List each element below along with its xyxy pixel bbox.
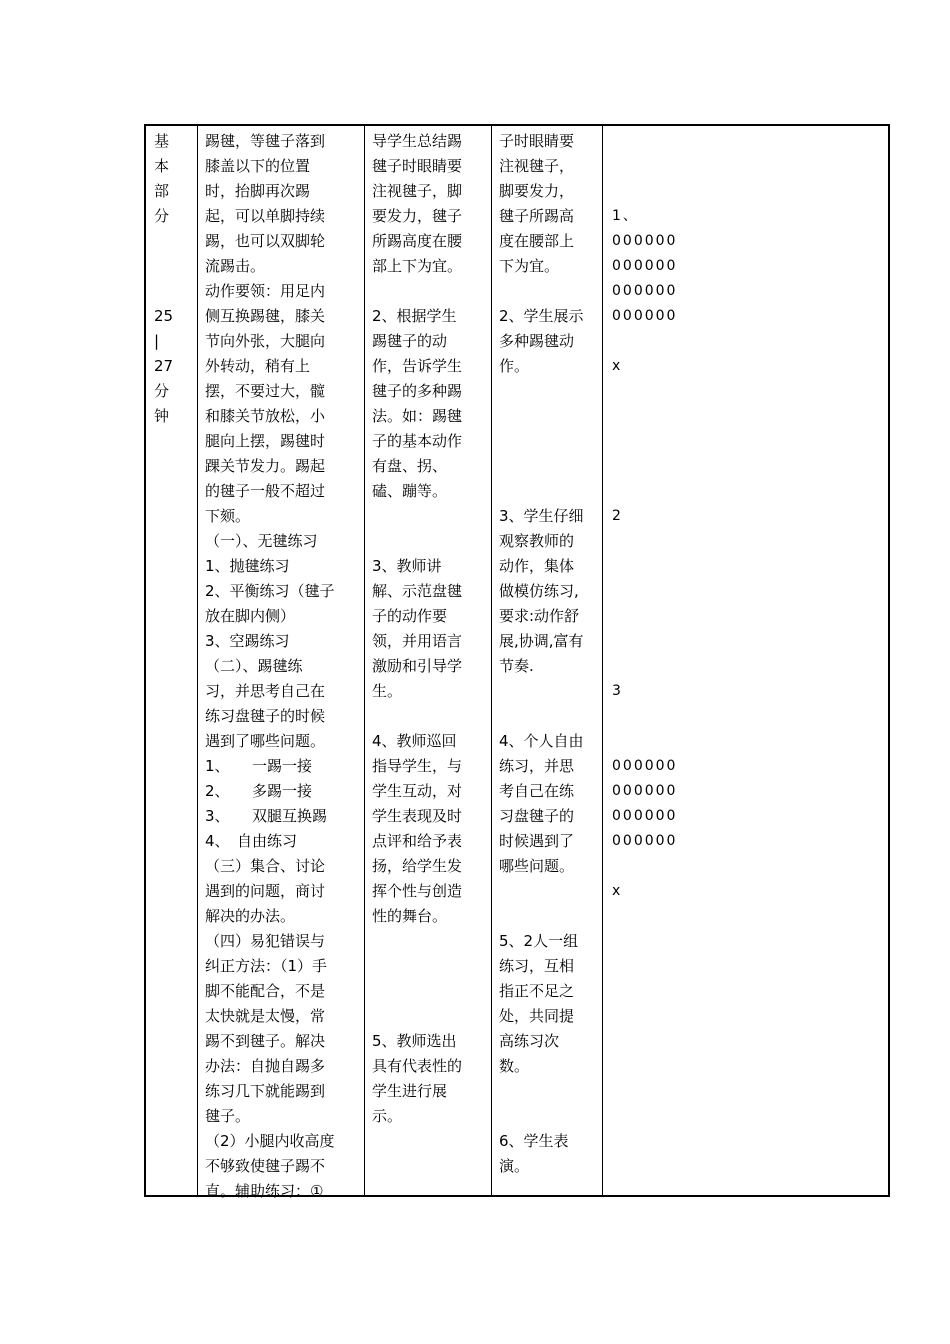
- text-line: [499, 904, 595, 929]
- text-line: 多种踢毽动: [499, 332, 575, 350]
- text-line: [612, 729, 882, 754]
- text-line: [612, 579, 882, 604]
- text-line: 数。: [499, 1057, 530, 1075]
- text-line: [612, 454, 882, 479]
- text-line: 学生互动，对: [372, 782, 463, 800]
- text-line: 点评和给予表: [372, 832, 463, 850]
- text-line: 法。如：踢毽: [372, 407, 463, 425]
- text-line: 动作要领：用足内: [205, 282, 326, 300]
- text-line: 办法：自抛自踢多: [205, 1057, 326, 1075]
- text-line: 太快就是太慢，常: [205, 1007, 326, 1025]
- text-line: 学生表现及时: [372, 807, 463, 825]
- text-line: 练习几下就能踢到: [205, 1082, 326, 1100]
- text-line: 2、 多踢一接: [205, 782, 313, 800]
- text-line: 要发力，毽子: [372, 207, 463, 225]
- text-line: [612, 129, 882, 154]
- text-line: 腿向上摆，踢毽时: [205, 432, 326, 450]
- text-line: 磕、蹦等。: [372, 482, 448, 500]
- text-line: 本: [154, 157, 170, 175]
- text-line: 度在腰部上: [499, 232, 575, 250]
- text-line: 000000: [612, 808, 678, 824]
- text-line: x: [612, 883, 623, 899]
- text-line: 有盘、拐、: [372, 457, 448, 475]
- text-line: 3、 双腿互换踢: [205, 807, 328, 825]
- text-line: [612, 704, 882, 729]
- text-line: [612, 404, 882, 429]
- text-line: 4、个人自由: [499, 732, 584, 750]
- text-line: [612, 329, 882, 354]
- text-line: 2、根据学生: [372, 307, 457, 325]
- text-line: 2、平衡练习（毽子: [205, 582, 335, 600]
- text-line: 解、示范盘毽: [372, 582, 463, 600]
- text-line: 000000: [612, 258, 678, 274]
- text-line: 导学生总结踢: [372, 132, 463, 150]
- student-activity-cell: [499, 129, 595, 1179]
- text-line: 踢毽子的动: [372, 332, 448, 350]
- text-line: [612, 854, 882, 879]
- text-line: 时候遇到了: [499, 832, 575, 850]
- text-line: 指正不足之: [499, 982, 575, 1000]
- text-line: 1、抛毽练习: [205, 557, 290, 575]
- text-line: [612, 179, 882, 204]
- text-line: 注视毽子，脚: [372, 182, 463, 200]
- text-line: 000000: [612, 308, 678, 324]
- text-line: 分: [154, 207, 170, 225]
- text-line: 基: [154, 132, 170, 150]
- text-line: 解决的办法。: [205, 907, 296, 925]
- text-line: [499, 404, 595, 429]
- text-line: [499, 479, 595, 504]
- text-line: [499, 704, 595, 729]
- text-line: 放在脚内侧）: [205, 607, 296, 625]
- text-line: [372, 704, 484, 729]
- text-line: [612, 529, 882, 554]
- text-line: [372, 504, 484, 529]
- text-line: 4、 自由练习: [205, 832, 298, 850]
- text-line: [612, 379, 882, 404]
- text-line: 脚要发力，: [499, 182, 575, 200]
- text-line: 起，可以单脚持续: [205, 207, 326, 225]
- text-line: （一）、无毽练习: [205, 532, 318, 550]
- lesson-plan-table: [144, 124, 890, 1200]
- text-line: 指导学生，与: [372, 757, 463, 775]
- text-line: [612, 604, 882, 629]
- text-line: [372, 929, 484, 954]
- text-line: 脚不能配合，不是: [205, 982, 326, 1000]
- text-line: 作。: [499, 357, 530, 375]
- text-line: [499, 454, 595, 479]
- text-line: 生。: [372, 682, 403, 700]
- text-line: 流踢击。: [205, 257, 266, 275]
- text-line: 27: [154, 357, 174, 375]
- text-line: 时，抬脚再次踢: [205, 182, 311, 200]
- text-line: [612, 154, 882, 179]
- text-line: |: [154, 332, 160, 350]
- text-line: （四）易犯错误与: [205, 932, 326, 950]
- text-line: 注视毽子，: [499, 157, 575, 175]
- text-line: 要求:动作舒: [499, 607, 580, 625]
- text-line: [499, 1104, 595, 1129]
- text-line: 6、学生表: [499, 1132, 569, 1150]
- text-line: 000000: [612, 283, 678, 299]
- text-line: 毽子所踢高: [499, 207, 575, 225]
- text-line: 高练习次: [499, 1032, 560, 1050]
- text-line: 5、教师选出: [372, 1032, 457, 1050]
- text-line: 1、 一踢一接: [205, 757, 313, 775]
- text-line: 处，共同提: [499, 1007, 575, 1025]
- column-divider: [364, 126, 365, 1195]
- text-line: 分: [154, 382, 170, 400]
- text-line: 摆，不要过大，髋: [205, 382, 326, 400]
- column-divider: [602, 126, 603, 1195]
- text-line: [612, 629, 882, 654]
- text-line: 练习，互相: [499, 957, 575, 975]
- text-line: 的毽子一般不超过: [205, 482, 326, 500]
- text-line: [499, 1079, 595, 1104]
- text-line: （二）、踢毽练: [205, 657, 303, 675]
- text-line: 子的基本动作: [372, 432, 463, 450]
- column-divider: [491, 126, 492, 1195]
- text-line: 学生进行展: [372, 1082, 448, 1100]
- text-line: 1、: [612, 208, 639, 224]
- text-line: 扬，给学生发: [372, 857, 463, 875]
- text-line: 下颏。: [205, 507, 251, 525]
- text-line: 踢毽，等毽子落到: [205, 132, 326, 150]
- text-line: 纠正方法：（1）手: [205, 957, 328, 975]
- text-line: [372, 279, 484, 304]
- text-line: 2、学生展示: [499, 307, 584, 325]
- text-line: 4、教师巡回: [372, 732, 457, 750]
- text-line: 直。辅助练习：①: [205, 1182, 324, 1200]
- text-line: 考自己在练: [499, 782, 575, 800]
- text-line: 000000: [612, 233, 678, 249]
- text-line: [372, 979, 484, 1004]
- teacher-activity-cell: [372, 129, 484, 1129]
- text-line: [372, 954, 484, 979]
- text-line: 所踢高度在腰: [372, 232, 463, 250]
- text-line: 毽子。: [205, 1107, 251, 1125]
- text-line: [612, 554, 882, 579]
- text-line: [499, 879, 595, 904]
- text-line: 挥个性与创造: [372, 882, 463, 900]
- text-line: 5、2人一组: [499, 932, 579, 950]
- text-line: [612, 479, 882, 504]
- text-line: [499, 679, 595, 704]
- text-line: [499, 279, 595, 304]
- text-line: 外转动，稍有上: [205, 357, 311, 375]
- organization-cell: [612, 129, 882, 904]
- text-line: 踢，也可以双脚轮: [205, 232, 326, 250]
- column-divider: [197, 126, 198, 1195]
- text-line: 遇到的问题，商讨: [205, 882, 326, 900]
- text-line: 毽子时眼睛要: [372, 157, 463, 175]
- text-line: 做模仿练习,: [499, 582, 579, 600]
- teaching-content-cell: [205, 129, 357, 1204]
- text-line: 毽子的多种踢: [372, 382, 463, 400]
- text-line: 2: [612, 508, 623, 524]
- text-line: 侧互换踢毽，膝关: [205, 307, 326, 325]
- text-line: 下为宜。: [499, 257, 560, 275]
- text-line: （三）集合、讨论: [205, 857, 326, 875]
- text-line: [612, 429, 882, 454]
- text-line: 3、学生仔细: [499, 507, 584, 525]
- text-line: 和膝关节放松，小: [205, 407, 326, 425]
- text-line: 3、教师讲: [372, 557, 442, 575]
- text-line: 000000: [612, 783, 678, 799]
- text-line: 膝盖以下的位置: [205, 157, 311, 175]
- text-line: [372, 1004, 484, 1029]
- text-line: [612, 654, 882, 679]
- text-line: 习，并思考自己在: [205, 682, 326, 700]
- text-line: [154, 229, 190, 254]
- text-line: 遇到了哪些问题。: [205, 732, 326, 750]
- section-time-cell: [154, 129, 190, 429]
- text-line: 不够致使毽子踢不: [205, 1157, 326, 1175]
- text-line: 踢不到毽子。解决: [205, 1032, 326, 1050]
- text-line: [154, 279, 190, 304]
- text-line: 哪些问题。: [499, 857, 575, 875]
- text-line: 演。: [499, 1157, 530, 1175]
- text-line: 练习，并思: [499, 757, 575, 775]
- text-line: 作，告诉学生: [372, 357, 463, 375]
- text-line: 000000: [612, 833, 678, 849]
- text-line: 性的舞台。: [372, 907, 448, 925]
- text-line: 部上下为宜。: [372, 257, 463, 275]
- text-line: 部: [154, 182, 170, 200]
- text-line: [154, 254, 190, 279]
- text-line: x: [612, 358, 623, 374]
- text-line: 展,协调,富有: [499, 632, 584, 650]
- text-line: [499, 379, 595, 404]
- text-line: 观察教师的: [499, 532, 575, 550]
- text-line: 钟: [154, 407, 170, 425]
- text-line: 踝关节发力。踢起: [205, 457, 326, 475]
- text-line: 子时眼睛要: [499, 132, 575, 150]
- text-line: 示。: [372, 1107, 403, 1125]
- text-line: 000000: [612, 758, 678, 774]
- text-line: 具有代表性的: [372, 1057, 463, 1075]
- text-line: （2）小腿内收高度: [205, 1132, 335, 1150]
- text-line: 节奏.: [499, 657, 534, 675]
- text-line: 3、空踢练习: [205, 632, 290, 650]
- text-line: 节向外张，大腿向: [205, 332, 326, 350]
- text-line: 激励和引导学: [372, 657, 463, 675]
- text-line: 动作，集体: [499, 557, 575, 575]
- text-line: [372, 529, 484, 554]
- text-line: 25: [154, 307, 174, 325]
- text-line: 习盘毽子的: [499, 807, 575, 825]
- text-line: 子的动作要: [372, 607, 448, 625]
- text-line: [499, 429, 595, 454]
- text-line: 3: [612, 683, 623, 699]
- text-line: 领，并用语言: [372, 632, 463, 650]
- text-line: 练习盘毽子的时候: [205, 707, 326, 725]
